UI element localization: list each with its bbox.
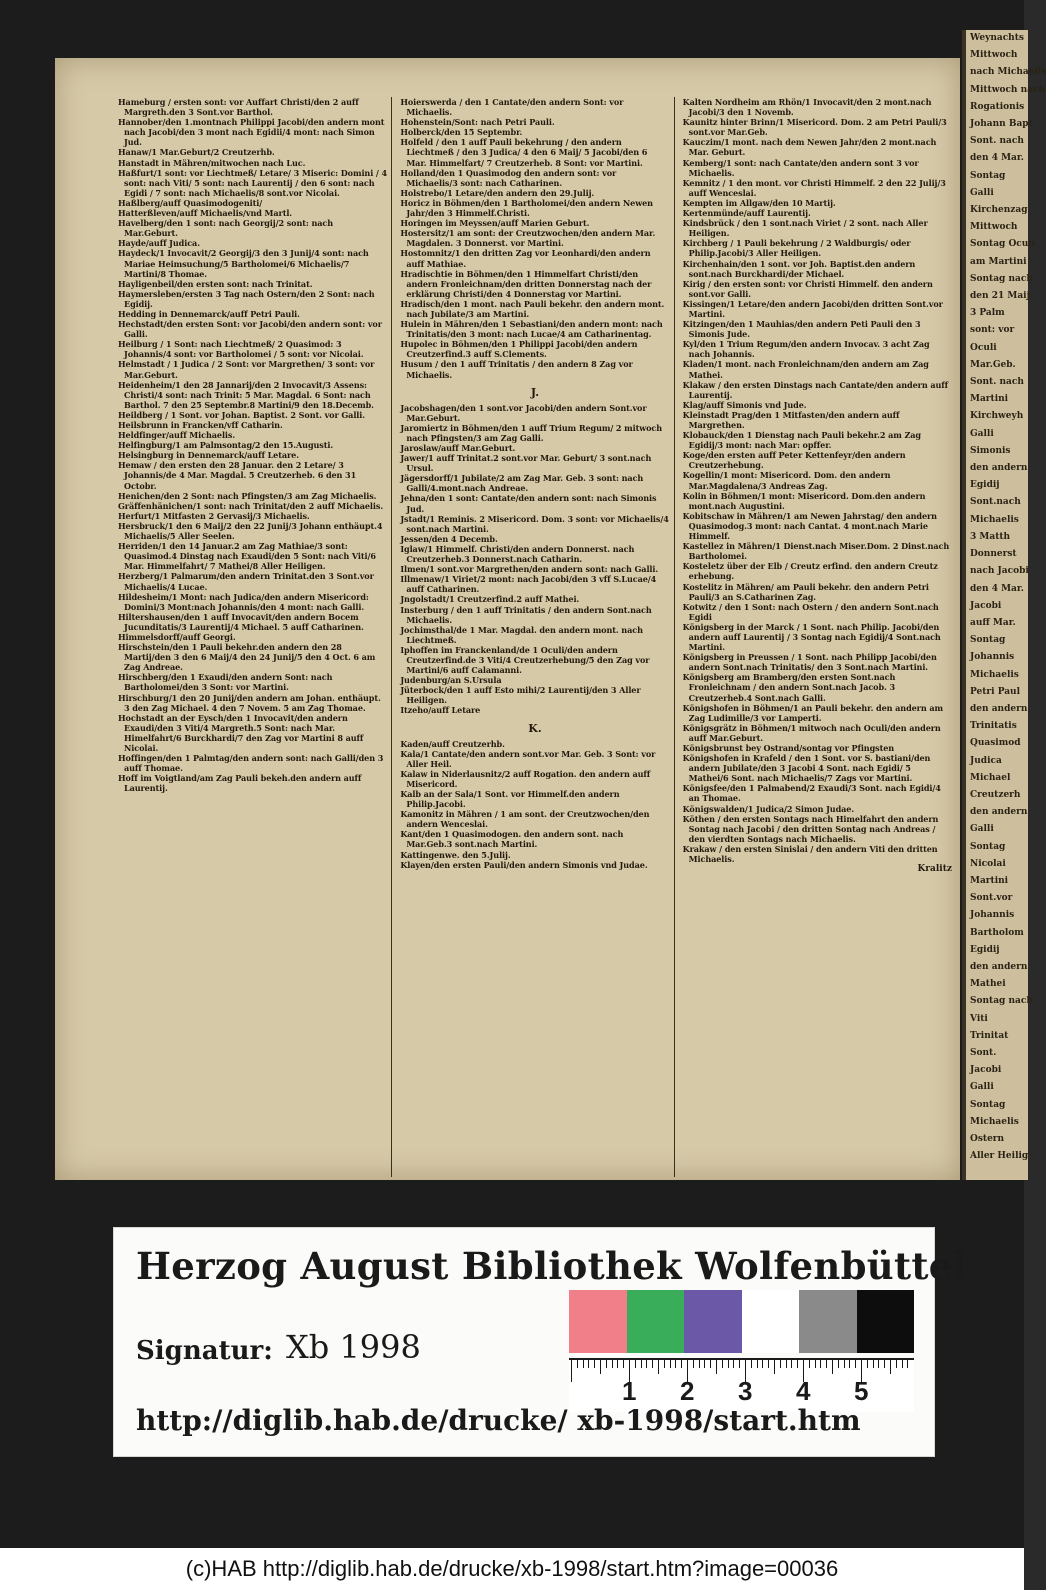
market-entry: Heldfinger/auff Michaelis. <box>118 430 236 441</box>
ruler-tick <box>635 1360 636 1368</box>
adjacent-page-text: Jacobi <box>970 600 1002 611</box>
market-entry: Jaromiertz in Böhmen/den 1 auff Trium Regum/ 2 mitwoch nach Pfingsten/3 am Zag Galli. <box>400 422 662 443</box>
color-swatch <box>857 1290 915 1353</box>
ruler-tick <box>588 1360 589 1368</box>
text-column-3 <box>683 97 956 1177</box>
ruler-tick <box>873 1360 874 1368</box>
market-entry: Königsgrätz in Böhmen/1 mitwoch nach Oculi/den andern auff Mar.Geburt. <box>682 722 941 743</box>
market-entry: Krakaw / den ersten Sinislai / den andern Viti den dritten Michaelis. <box>682 843 938 865</box>
ruler-tick <box>693 1360 694 1368</box>
adjacent-page-text: Judica <box>970 755 1002 766</box>
market-entry: Husum / den 1 auff Trinitatis / den andern 8 Zag vor Michaelis. <box>400 359 633 380</box>
market-entry: Klobauck/den 1 Dienstag nach Pauli bekehr.2 am Zag Egidij/3 mont: nach Mar: opffer. <box>682 430 921 451</box>
market-entry: Kitzingen/den 1 Mauhias/den andern Peti Pauli den 3 Simonis Jude. <box>682 319 921 340</box>
market-entry: Herfurt/1 Mitfasten 2 Gervasij/3 Michaelis. <box>118 510 310 521</box>
adjacent-page-text: Petri Paul <box>970 686 1021 697</box>
market-entry: Hechstadt/den ersten Sont: vor Jacobi/den andern sont: vor Galli. <box>118 319 382 340</box>
adjacent-page-text: Mittwoch <box>970 50 1018 61</box>
color-swatch <box>569 1290 627 1353</box>
market-entry: Königsbrunst bey Ostrand/sontag vor Pfingsten <box>682 743 895 753</box>
market-entry: Kostelitz in Mähren/ am Pauli bekehr. den andern Petri Pauli/3 an S.Catharinen Zag. <box>682 581 929 602</box>
market-entry: Hoierswerda / den 1 Cantate/den andern Sont: vor Michaelis. <box>400 97 624 118</box>
market-entry: Helsingburg in Dennemarck/auff Letare. <box>118 450 299 461</box>
ruler-number: 1 <box>622 1376 637 1406</box>
market-entry: Kosteletz über der Elb / Creutz erfind. den andern Creutz erhebung. <box>682 561 938 582</box>
ruler-tick <box>762 1360 763 1368</box>
market-entry: Hradisch/den 1 mont. nach Pauli bekehr. den andern mont. nach Jubilate/3 am Martini. <box>400 298 665 319</box>
market-entry: Kirchberg / 1 Pauli bekehrung / 2 Waldburgis/ oder Philip.Jacobi/3 Aller Heiligen. <box>682 238 911 259</box>
adjacent-page-text: den andern <box>970 961 1028 972</box>
ruler-number: 3 <box>738 1376 753 1406</box>
adjacent-page-text: Trinitat <box>970 1030 1009 1041</box>
market-entry: Haßlberg/auff Quasimodogeniti/ <box>118 197 263 208</box>
market-entry: Hersbruck/1 den 6 Maij/2 den 22 Junij/3 Johann enthäupt.4 Michaelis/5 Aller Seelen. <box>118 520 383 542</box>
market-entry: Heilsbrunn in Francken/vff Catharin. <box>118 420 283 430</box>
color-swatch <box>627 1290 685 1353</box>
market-entry: Hiltershausen/den 1 auff Invocavit/den andern Bocem Jucunditatis/3 Laurentij/4 Michael. 5 auff Catharinen. <box>118 611 364 632</box>
ruler-number: 4 <box>796 1376 811 1406</box>
adjacent-page-text: Galli <box>970 187 994 198</box>
adjacent-page-text: Mittwoch <box>970 222 1018 233</box>
ruler-tick <box>681 1360 682 1368</box>
market-entry: Holland/den 1 Quasimodog den andern sont: vor Michaelis/3 sont: nach Catharinen. <box>400 167 617 188</box>
adjacent-page-text: Quasimod <box>970 738 1021 749</box>
ruler-tick <box>739 1360 740 1368</box>
adjacent-page-text: Kirchenzag <box>970 205 1028 216</box>
market-entry: Kemnitz / 1 den mont. vor Christi Himmelf. 2 den 22 Julij/3 auff Wenceslai. <box>682 177 946 198</box>
adjacent-page-text: Sontag nach <box>970 996 1033 1007</box>
adjacent-page-text: am Martini <box>970 256 1027 267</box>
text-column-1 <box>118 97 392 1177</box>
market-entry: Kindsbrück / den 1 sont.nach Viriet / 2 sont. nach Aller Heiligen. <box>682 218 928 239</box>
ruler-tick <box>884 1360 885 1368</box>
market-entry: Königsberg in der Marck / 1 Sont. nach Philip. Jacobi/den andern auff Laurentij / 3 Sontag nach Egidij/4 Sont.nach Martini. <box>682 621 941 653</box>
market-entry: Gräffenhänichen/1 sont: nach Trinitat/den 2 auff Michaelis. <box>118 500 384 511</box>
market-entry: Henichen/den 2 Sont: nach Pfingsten/3 am Zag Michaelis. <box>118 490 377 501</box>
adjacent-page-text: Sont.vor <box>970 893 1013 904</box>
ruler-tick <box>600 1360 601 1374</box>
adjacent-page-text: Mar.Geb. <box>970 359 1016 370</box>
adjacent-page-text: Ostern <box>970 1134 1005 1144</box>
market-entry: Jaroslaw/auff Mar.Geburt. <box>400 443 516 453</box>
market-entry: Jacobshagen/den 1 sont.vor Jacobi/den andern Sont.vor Mar.Geburt. <box>400 402 647 423</box>
adjacent-page-text: Sontag <box>970 1099 1006 1110</box>
adjacent-page-text: Donnerst <box>970 549 1017 560</box>
ruler-tick <box>646 1360 647 1368</box>
market-entry: Haymersleben/ersten 3 Tag nach Ostern/den 2 Sont: nach Egidij. <box>118 288 375 309</box>
adjacent-page-text: Michaelis <box>970 669 1019 680</box>
ruler-tick <box>820 1360 821 1368</box>
market-entry: Kemberg/1 sont: nach Cantate/den andern sont 3 vor Michaelis. <box>682 157 919 178</box>
ruler-tick <box>617 1360 618 1368</box>
adjacent-page-text: Galli <box>970 1082 994 1093</box>
market-entry: Holfeld / den 1 auff Pauli bekehrung / den andern Liechtmeß / den 3 Judica/ 4 den 6 Maij/ 5 Jacobi/den 6 Mar. Himmelfart/ 7 Creutzerheb. 8 Sont: vor Martini. <box>400 137 648 168</box>
ruler-tick <box>577 1360 578 1368</box>
market-entry: Klakaw / den ersten Dinstags nach Cantate/den andern auff Laurentij. <box>682 379 949 400</box>
adjacent-page-text: Bartholom <box>970 927 1024 938</box>
section-heading: K. <box>528 721 542 735</box>
ruler-tick <box>716 1360 717 1374</box>
market-entry: Herriden/1 den 14 Januar.2 am Zag Mathiae/3 sont: Quasimod.4 Dinstag nach Exaudi/den 5 Sont: nach Viti/6 Mar. Himmelfahrt/ 7 Mathei/8 Aller Heiligen. <box>118 541 376 572</box>
market-entry: Horicz in Böhmen/den 1 Bartholomei/den andern Newen Jahr/den 3 Himmelf.Christi. <box>400 197 653 219</box>
catchword: Kralitz <box>917 864 952 875</box>
adjacent-page-text: Egidij <box>970 480 1000 491</box>
adjacent-page-text: 3 Palm <box>970 308 1005 319</box>
market-entry: Hulein in Mähren/den 1 Sebastiani/den andern mont: nach Trinitatis/den 3 mont: nach Lucae/4 am Catharinentag. <box>400 319 663 340</box>
ruler-tick <box>826 1360 827 1368</box>
ruler-tick <box>658 1360 659 1374</box>
color-swatch <box>684 1290 742 1353</box>
market-entry: Jstadt/1 Reminis. 2 Misericord. Dom. 3 sont: vor Michaelis/4 sont.nach Martini. <box>400 513 669 534</box>
market-entry: Jawer/1 auff Trinitat.2 sont.vor Mar. Geburt/ 3 sont.nach Ursul. <box>400 453 652 474</box>
market-entry: Königsberg am Bramberg/den ersten Sont.nach Fronleichnam / den andern Sont.nach Jacob. 3 Creutzerheb.4 Sont.nach Galli. <box>682 672 896 703</box>
market-entry: Hupolec in Böhmen/den 1 Philippi Jacobi/den andern Creutzerfind.3 auff S.Clements. <box>400 339 638 360</box>
market-entry: Klag/auff Simonis vnd Jude. <box>682 399 807 410</box>
market-entry: Jehna/den 1 sont: Cantate/den andern sont: nach Simonis Jud. <box>400 493 657 514</box>
ruler-tick <box>728 1360 729 1368</box>
adjacent-page-text: den andern <box>970 463 1028 474</box>
market-entry: Kirchenhain/den 1 sont. vor Joh. Baptist.den andern sont.nach Burckhardi/der Michael. <box>682 258 916 279</box>
ruler-tick <box>896 1360 897 1368</box>
adjacent-page-text: Sont. <box>970 1047 997 1058</box>
ruler-tick <box>797 1360 798 1368</box>
adjacent-page-text: Sontag <box>970 841 1006 852</box>
market-entry: Hemaw / den ersten den 28 Januar. den 2 Letare/ 3 Johannis/de 4 Mar. Magdal. 5 Creutzerheb. 6 den 31 Octobr. <box>118 460 357 491</box>
ruler-tick <box>791 1360 792 1368</box>
text-columns <box>118 97 956 1177</box>
catalog-url: http://diglib.hab.de/drucke/ xb-1998/start.htm <box>136 1404 861 1437</box>
adjacent-page-text: Jacobi <box>970 1065 1002 1076</box>
adjacent-page-text: den 4 Mar. <box>970 153 1024 164</box>
adjacent-page-text: Michaelis <box>970 1116 1019 1127</box>
ruler-tick <box>664 1360 665 1368</box>
market-entry: Holstrebo/1 Letare/den andern den 29.Julij. <box>400 187 595 198</box>
market-entry: Horingen im Meyssen/auff Marien Geburt. <box>400 218 590 229</box>
adjacent-page-text: Galli <box>970 824 994 835</box>
market-entry: Kobitschaw in Mähren/1 am Newen Jahrstag/ den andern Quasimodog.3 mont: nach Cantat. 4 mont.nach Marie Himmelf. <box>682 510 937 542</box>
ruler-tick <box>606 1360 607 1368</box>
ruler-tick <box>652 1360 653 1368</box>
ruler-tick <box>849 1360 850 1368</box>
ruler-tick <box>733 1360 734 1368</box>
ruler-tick <box>704 1360 705 1368</box>
market-entry: Iglaw/1 Himmelf. Christi/den andern Donnerst. nach Creutzerheb.3 Donnerst.nach Catharin. <box>400 543 635 565</box>
market-entry: Jüterbock/den 1 auff Esto mihi/2 Laurentij/den 3 Aller Heiligen. <box>400 685 641 706</box>
adjacent-page-text: den andern <box>970 703 1028 714</box>
adjacent-page-text: Mathei <box>970 979 1006 990</box>
market-entry: Herzberg/1 Palmarum/den andern Trinitat.den 3 Sont.vor Michaelis/4 Lucae. <box>118 571 374 592</box>
color-swatch <box>742 1290 800 1353</box>
adjacent-page-text: Sont.nach <box>970 497 1021 508</box>
market-entry: Haßfurt/1 sont: vor Liechtmeß/ Letare/ 3 Miseric: Domini / 4 sont: nach Viti/ 5 sont: nach Laurentij / den 6 sont: nach Egidi / 7 sont: nach Michaelis/8 sont.vor Nicolai. <box>118 167 387 198</box>
market-entry: Judenburg/an S.Ursula <box>400 675 502 686</box>
market-entry: Kamonitz in Mähren / 1 am sont. der Creutzwochen/den andern Wenceslai. <box>400 809 650 830</box>
market-entry: Königswalden/1 Judica/2 Simon Judae. <box>682 803 855 814</box>
adjacent-page-text: Sont. nach <box>970 136 1024 147</box>
ruler-tick <box>780 1360 781 1368</box>
market-entry: Kauczim/1 mont. nach dem Newen Jahr/den 2 mont.nach Mar. Geburt. <box>682 137 937 158</box>
ruler-tick <box>768 1360 769 1368</box>
ruler-tick <box>855 1360 856 1368</box>
ruler-tick <box>623 1360 624 1368</box>
adjacent-page-text: den 4 Mar. <box>970 583 1024 594</box>
market-entry: Heilburg / 1 Sont: nach Liechtmeß/ 2 Quasimod: 3 Johannis/4 sont: vor Bartholomei / 5 sont: vor Nicolai. <box>118 339 364 360</box>
market-entry: Kala/1 Cantate/den andern sont.vor Mar. Geb. 3 Sont: vor Aller Heil. <box>400 748 656 769</box>
ruler-tick <box>832 1360 833 1374</box>
ruler-tick <box>670 1360 671 1368</box>
adjacent-page-text: Martini <box>970 875 1009 886</box>
adjacent-page-text: Nicolai <box>970 858 1006 869</box>
ruler-tick <box>722 1360 723 1368</box>
adjacent-page-text: Michaelis <box>970 514 1019 525</box>
adjacent-page-text: Sont. nach <box>970 377 1024 388</box>
adjacent-page-text: Sontag <box>970 170 1006 181</box>
market-entry: Helfingburg/1 am Palmsontag/2 den 15.Augusti. <box>118 440 334 451</box>
market-entry: Hanaw/1 Mar.Geburt/2 Creutzerhb. <box>118 147 275 158</box>
signature-value: Xb 1998 <box>286 1328 421 1366</box>
adjacent-page-text: Sontag <box>970 635 1006 646</box>
adjacent-page-text: Weynachts <box>970 33 1024 43</box>
ruler-tick <box>583 1360 584 1368</box>
market-entry: Kertenmünde/auff Laurentij. <box>682 208 811 219</box>
market-entry: Kalaw in Niderlausnitz/2 auff Rogation. den andern auff Misericord. <box>400 768 651 789</box>
adjacent-page-text: Viti <box>970 1013 988 1024</box>
copyright-footer: (c)HAB http://diglib.hab.de/drucke/xb-1998/start.htm?image=00036 <box>0 1548 1024 1590</box>
market-entry: Haydeck/1 Invocavit/2 Georgij/3 den 3 Junij/4 sont: nach Mariae Heimsuchung/5 Bartholomei/6 Michaelis/7 Martini/8 Thomae. <box>118 248 369 279</box>
market-entry: Itzeho/auff Letare <box>400 705 481 716</box>
market-entry: Insterburg / den 1 auff Trinitatis / den andern Sont.nach Michaelis. <box>400 604 652 625</box>
market-entry: Kant/den 1 Quasimodogen. den andern sont. nach Mar.Geb.3 sont.nach Martini. <box>400 829 624 850</box>
adjacent-page-text: Oculi <box>970 342 997 353</box>
adjacent-page-edge <box>962 30 1046 1180</box>
market-entry: Kastellez in Mähren/1 Dienst.nach Miser.Dom. 2 Dinst.nach Bartholomei. <box>682 541 950 562</box>
adjacent-page-text: Rogationis <box>970 101 1025 112</box>
market-entry: Kempten im Allgaw/den 10 Martij. <box>682 197 836 208</box>
market-entry: Heildberg / 1 Sont. vor Johan. Baptist. 2 Sont. vor Galli. <box>118 409 365 420</box>
market-entry: Helmstadt / 1 Judica / 2 Sont: vor Margrethen/ 3 sont: vor Mar.Geburt. <box>118 359 375 380</box>
ruler-tick <box>902 1360 903 1368</box>
adjacent-page-text: Michael <box>970 772 1011 783</box>
market-entry: Köthen / den ersten Sontags nach Himelfahrt den andern Sontag nach Jacobi / den dritten Sontag nach Andreas / den vierdten Sontags nach Michaelis. <box>682 813 939 844</box>
ruler-tick <box>815 1360 816 1368</box>
ruler-tick <box>571 1360 572 1382</box>
adjacent-page-text: Aller Heilig <box>970 1151 1029 1162</box>
signature-label: Signatur: <box>136 1336 273 1366</box>
adjacent-page-text: Sontag Oculi <box>970 239 1036 250</box>
adjacent-page-text: Martini <box>970 394 1009 405</box>
market-entry: Hirschberg/den 1 Exaudi/den andern Sont: nach Bartholomei/den 3 Sont: vor Martini. <box>118 672 333 693</box>
adjacent-page-text: 3 Matth <box>970 531 1011 542</box>
adjacent-page-text: Sontag nach <box>970 273 1033 284</box>
market-entry: Hirschstein/den 1 Pauli bekehr.den andern den 28 Martij/den 3 den 6 Maij/4 den 24 Junij/5 den 4 Oct. 6 am Zag Andreae. <box>118 642 376 673</box>
adjacent-page-text: Egidij <box>970 944 1000 955</box>
market-entry: Jessen/den 4 Decemb. <box>400 533 498 544</box>
market-entry: Heidenheim/1 den 28 Jannarij/den 2 Invocavit/3 Assens: Christi/4 sont: nach Trinit: 5 Mar. Magdal. 6 Sont: nach Barthol. 7 den 25 Septembr.8 Martini/9 den 18.Decemb. <box>118 379 374 410</box>
adjacent-page-text: sont: vor <box>970 325 1015 336</box>
market-entry: Königsfee/den 1 Palmabend/2 Exaudi/3 Sont. nach Egidi/4 an Thomae. <box>682 783 941 804</box>
market-entry: Hoffingen/den 1 Palmtag/den andern sont: nach Galli/den 3 auff Thomae. <box>118 753 384 774</box>
text-column-2 <box>400 97 674 1177</box>
library-name: Herzog August Bibliothek Wolfenbüttel <box>136 1244 967 1288</box>
market-entry: Ilmen/1 sont.vor Margrethen/den andern sont: nach Galli. <box>400 564 659 575</box>
adjacent-page-text: Simonis <box>970 445 1011 456</box>
adjacent-page-text: Trinitatis <box>970 721 1017 732</box>
market-entry: Kladen/1 mont. nach Fronleichnam/den andern am Zag Mathei. <box>682 359 929 380</box>
market-entry: Kattingenwe. den 5.Julij. <box>400 849 511 860</box>
market-entry: Kyl/den 1 Trium Regum/den andern Invocav. 3 acht Zag nach Johannis. <box>682 339 930 360</box>
market-entry: Koge/den ersten auff Peter Kettenfeyr/den andern Creutzerhebung. <box>682 450 906 471</box>
market-entry: Hohenstein/Sont: nach Petri Pauli. <box>400 117 555 128</box>
ruler-tick <box>594 1360 595 1368</box>
ruler-tick <box>641 1360 642 1368</box>
ruler-tick <box>710 1360 711 1368</box>
ruler-tick <box>890 1360 891 1374</box>
market-entry: Hildesheim/1 Mont: nach Judica/den andern Misericord: Domini/3 Mont:nach Johannis/den 4 mont: nach Galli. <box>118 591 369 612</box>
ruler-tick <box>878 1360 879 1368</box>
ruler-tick <box>867 1360 868 1368</box>
ruler-tick <box>774 1360 775 1374</box>
ruler-tick <box>699 1360 700 1368</box>
ruler-tick <box>675 1360 676 1368</box>
market-entry: Königshofen in Böhmen/1 an Pauli bekehr. den andern am Zag Ludimille/3 vor Lamperti. <box>682 702 943 723</box>
market-entry: Kaunitz hinter Brinn/1 Misericord. Dom. 2 am Petri Pauli/3 sont.vor Mar.Geb. <box>682 117 947 138</box>
adjacent-page-text: Johannis <box>970 910 1015 921</box>
market-entry: Hoff im Voigtland/am Zag Pauli bekeh.den andern auff Laurentij. <box>118 773 362 794</box>
adjacent-page-text: auff Mar. <box>970 617 1016 628</box>
market-entry: Königsberg in Preussen / 1 Sont. nach Philipp Jacobi/den andern Sont.nach Trinitatis/ den 3 Sont.nach Martini. <box>682 652 937 673</box>
market-entry: Hameburg / ersten sont: vor Auffart Christi/den 2 auff Margreth.den 3 Sont.vor Barthol. <box>118 97 359 118</box>
color-swatch <box>799 1290 857 1353</box>
ruler-tick <box>751 1360 752 1368</box>
market-entry: Hedding in Dennemarck/auff Petri Pauli. <box>118 308 300 319</box>
ruler-tick <box>844 1360 845 1368</box>
ruler-tick <box>786 1360 787 1368</box>
market-entry: Hochstadt an der Eysch/den 1 Invocavit/den andern Exaudi/den 3 Viti/4 Margreth.5 Sont: nach Mar. Himelfahrt/6 Burckhardi/7 den Zag vor Martini 8 auff Nicolai. <box>118 712 364 753</box>
market-entry: Kaden/auff Creutzerhb. <box>400 738 505 749</box>
market-entry: Klayen/den ersten Pauli/den andern Simonis vnd Judae. <box>400 859 648 870</box>
adjacent-page-text: Kirchweyh <box>970 411 1024 422</box>
market-entry: Hayligenbeil/den ersten sont: nach Trinitat. <box>118 278 313 289</box>
market-entry: Kirig / den ersten sont: vor Christi Himmelf. den andern sont.vor Galli. <box>682 278 933 299</box>
market-entry: Kotwitz / den 1 Sont: nach Ostern / den andern Sont.nach Egidi <box>682 601 939 622</box>
ruler-tick <box>907 1360 908 1368</box>
market-entry: Kleinstadt Prag/den 1 Mitfasten/den andern auff Margrethen. <box>682 409 900 430</box>
adjacent-page-text: den andern <box>970 807 1028 818</box>
market-entry: Iphoffen im Franckenland/de 1 Oculi/den andern Creutzerfind.de 3 Viti/4 Creutzerhebung/5 den Zag vor Martini/6 auff Calamanni. <box>400 644 650 676</box>
adjacent-page-text: nach Michaelis <box>970 67 1046 78</box>
market-entry: Kissingen/1 Letare/den andern Jacobi/den dritten Sont.vor Martini. <box>682 298 943 319</box>
ruler-number: 5 <box>854 1376 869 1406</box>
adjacent-page-text: nach Jacobi <box>970 566 1029 577</box>
market-entry: Hirschburg/1 den 20 Junij/den andern am Johan. enthäupt. 3 den Zag Michael. 4 den 7 Novem. 5 am Zag Thomae. <box>118 692 381 713</box>
market-entry: Kalten Nordheim am Rhön/1 Invocavit/den 2 mont.nach Jacobi/3 den 1 Novemb. <box>682 97 932 118</box>
market-entry: Hanstadt in Mähren/mitwochen nach Luc. <box>118 157 306 168</box>
market-entry: Hostomnitz/1 den dritten Zag vor Leonhardi/den andern auff Mathiae. <box>400 248 651 269</box>
adjacent-page-text: Creutzerh <box>970 789 1021 800</box>
market-entry: Jngolstadt/1 Creutzerfind.2 auff Mathei. <box>400 594 580 605</box>
market-entry: Kolin in Böhmen/1 mont: Misericord. Dom.den andern mont.nach Augustini. <box>682 490 926 511</box>
color-calibration-strip <box>569 1290 914 1353</box>
market-entry: Kalb an der Sala/1 Sont. vor Himmelf.den andern Philip.Jacobi. <box>400 789 620 810</box>
market-entry: Himmelsdorff/auff Georgi. <box>118 631 236 642</box>
market-entry: Jägersdorff/1 Jubilate/2 am Zag Mar. Geb. 3 sont: nach Galli/4.mont.nach Andreae. <box>400 473 644 494</box>
ruler-tick <box>612 1360 613 1368</box>
adjacent-page-text: Johann Bapt <box>970 119 1033 130</box>
adjacent-page-text: Galli <box>970 428 994 439</box>
adjacent-page-text: den 21 Maij <box>970 291 1030 302</box>
catalog-card <box>113 1227 967 1457</box>
market-entry: Hatterßleven/auff Michaelis/vnd Martl. <box>118 208 293 219</box>
market-entry: Hradischtie in Böhmen/den 1 Himmelfart Christi/den andern Fronleichnam/den dritten Donnerstag nach der erklärung Christi/den 4 Donnerstag vor Martini. <box>400 268 652 299</box>
market-entry: Illmenaw/1 Viriet/2 mont: nach Jacobi/den 3 vff S.Lucae/4 auff Catharinen. <box>400 574 657 595</box>
ruler-tick <box>809 1360 810 1368</box>
adjacent-page-text: Johannis <box>970 652 1015 663</box>
market-entry: Kogellin/1 mont: Misericord. Dom. den andern Mar.Magdalena/3 Andreas Zag. <box>682 470 891 491</box>
market-entry: Hannober/den 1.montnach Philippi Jacobi/den andern mont nach Jacobi/den 3 mont nach Egidii/4 mont: nach Simon Jud. <box>118 117 385 148</box>
section-heading: J. <box>530 385 540 399</box>
market-entry: Königshofen in Krafeld / den 1 Sont. vor S. bastiani/den andern Jubilate/den 3 Jacobi 4 Sont. nach Egidi/ 5 Mathei/6 Sont. nach Michaelis/7 Zags vor Martini. <box>682 753 931 784</box>
market-entry: Jochimsthal/de 1 Mar. Magdal. den andern mont. nach Liechtmeß. <box>400 624 643 645</box>
adjacent-page-text: Mittwoch nach <box>970 84 1046 95</box>
market-entry: Havelberg/den 1 sont: nach Georgij/2 sont: nach Mar.Geburt. <box>118 218 334 239</box>
market-entry: Hayde/auff Judica. <box>118 238 200 249</box>
market-entry: Holberck/den 15 Septembr. <box>400 127 523 138</box>
ruler-number: 2 <box>680 1376 695 1406</box>
ruler-tick <box>838 1360 839 1368</box>
market-entry: Hostersitz/1 am sont: der Creutzwochen/den andern Mar. Magdalen. 3 Donnerst. vor Martini. <box>400 228 656 249</box>
ruler-tick <box>757 1360 758 1368</box>
